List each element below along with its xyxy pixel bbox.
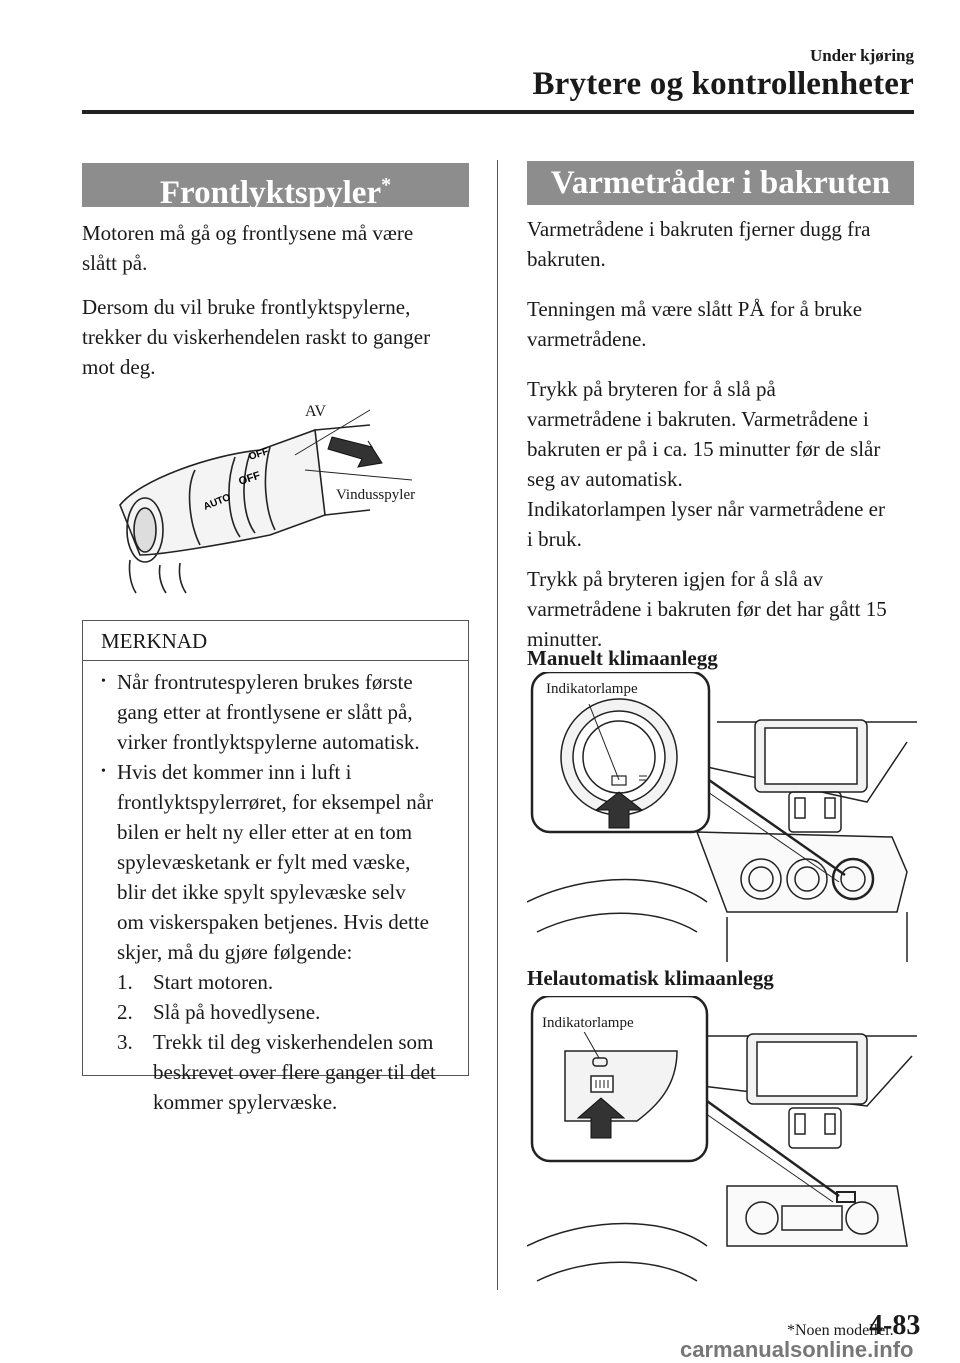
text-line: • Når frontrutespyleren brukes første bbox=[117, 670, 413, 694]
auto-climate-figure bbox=[527, 996, 917, 1292]
note-heading: MERKNAD bbox=[83, 621, 468, 661]
note-bullet bbox=[101, 757, 458, 1117]
text-line: beskrevet over flere ganger til det bbox=[153, 1060, 436, 1084]
text-line: Slå på hovedlysene. bbox=[153, 1000, 321, 1024]
text-line: virker frontlyktspylerne automatisk. bbox=[117, 730, 420, 754]
text-line: seg av automatisk. bbox=[527, 467, 683, 491]
text-line: trekker du viskerhendelen raskt to ganger bbox=[82, 325, 431, 349]
text-line: Trykk på bryteren for å slå på bbox=[527, 377, 776, 401]
header-section: Under kjøring bbox=[809, 46, 914, 65]
paragraph-switch-on bbox=[527, 374, 885, 554]
text-line: varmetrådene i bakruten før det har gått 15 bbox=[527, 597, 887, 621]
note-bullet bbox=[101, 667, 458, 757]
subheading-auto-ac: Helautomatisk klimaanlegg bbox=[527, 966, 774, 990]
text-line: varmetrådene. bbox=[527, 327, 647, 351]
text-line: mot deg. bbox=[82, 355, 156, 379]
text-line: Indikatorlampen lyser når varmetrådene er bbox=[527, 497, 885, 521]
section-title-headlight-washer bbox=[82, 163, 469, 211]
text-line: kommer spylervæske. bbox=[153, 1090, 338, 1114]
indicator-label-auto: Indikatorlampe bbox=[542, 1015, 634, 1031]
text-line: gang etter at frontlysene er slått på, bbox=[117, 700, 413, 724]
steps-list bbox=[117, 967, 458, 1117]
text-line: frontlyktspylerrøret, for eksempel når bbox=[117, 790, 434, 814]
text-line: blir det ikke spylt spylevæske selv bbox=[117, 880, 406, 904]
paragraph-use-washer bbox=[82, 292, 430, 382]
lever-off-label: OFF bbox=[237, 469, 262, 488]
step-number: 1. bbox=[117, 970, 133, 994]
step-item bbox=[117, 967, 458, 997]
text-line: Motoren må gå og frontlysene må være bbox=[82, 221, 414, 245]
section-title-rear-defroster: Varmetråder i bakruten bbox=[527, 161, 914, 205]
watermark: carmanualsonline.info bbox=[680, 1337, 914, 1362]
paragraph-engine-running bbox=[82, 218, 413, 278]
page-number: 4-83 bbox=[869, 1310, 921, 1341]
text-line: Trykk på bryteren igjen for å slå av bbox=[527, 567, 824, 591]
section-title-text: Frontlyktspyler bbox=[159, 175, 382, 211]
paragraph-ignition bbox=[527, 294, 862, 354]
label-vindusspyler: Vindusspyler bbox=[336, 487, 416, 503]
step-item bbox=[117, 1027, 458, 1117]
step-number: 2. bbox=[117, 1000, 133, 1024]
text-line: i bruk. bbox=[527, 527, 582, 551]
manual-climate-figure bbox=[527, 672, 917, 962]
label-av: AV bbox=[305, 403, 327, 420]
pull-arrow-icon bbox=[328, 437, 382, 467]
subheading-manual-ac: Manuelt klimaanlegg bbox=[527, 646, 718, 670]
text-line: bilen er helt ny eller etter at en tom bbox=[117, 820, 413, 844]
step-item bbox=[117, 997, 458, 1027]
lever-auto-label: AUTO bbox=[202, 492, 233, 513]
text-line: bakruten er på i ca. 15 minutter før de slår bbox=[527, 437, 881, 461]
text-line: minutter. bbox=[527, 627, 603, 651]
text-line: om viskerspaken betjenes. Hvis dette bbox=[117, 910, 430, 934]
column-divider bbox=[497, 160, 498, 1290]
text-line: Tenningen må være slått PÅ for å bruke bbox=[527, 297, 863, 321]
text-line: Varmetrådene i bakruten fjerner dugg fra bbox=[527, 217, 871, 241]
indicator-label-manual: Indikatorlampe bbox=[546, 681, 638, 697]
model-mark: * bbox=[381, 174, 392, 196]
text-line: Trekk til deg viskerhendelen som bbox=[153, 1030, 434, 1054]
header-chapter: Brytere og kontrollenheter bbox=[532, 66, 914, 102]
step-number: 3. bbox=[117, 1030, 133, 1054]
text-line: bakruten. bbox=[527, 247, 606, 271]
footer-model-note: *Noen modeller. bbox=[787, 1322, 894, 1339]
text-line: Start motoren. bbox=[153, 970, 274, 994]
text-line: spylevæsketank er fylt med væske, bbox=[117, 850, 411, 874]
paragraph-switch-off bbox=[527, 564, 887, 654]
text-line: varmetrådene i bakruten. Varmetrådene i bbox=[527, 407, 869, 431]
paragraph-defroster-intro bbox=[527, 214, 870, 274]
text-line: • Hvis det kommer inn i luft i bbox=[117, 760, 352, 784]
note-list bbox=[83, 661, 468, 1117]
note-box bbox=[82, 620, 469, 1114]
text-line: Dersom du vil bruke frontlyktspylerne, bbox=[82, 295, 411, 319]
text-line: slått på. bbox=[82, 251, 148, 275]
lever-off-label-2: OFF bbox=[247, 446, 270, 463]
header-rule bbox=[82, 110, 914, 114]
text-line: skjer, må du gjøre følgende: bbox=[117, 940, 353, 964]
